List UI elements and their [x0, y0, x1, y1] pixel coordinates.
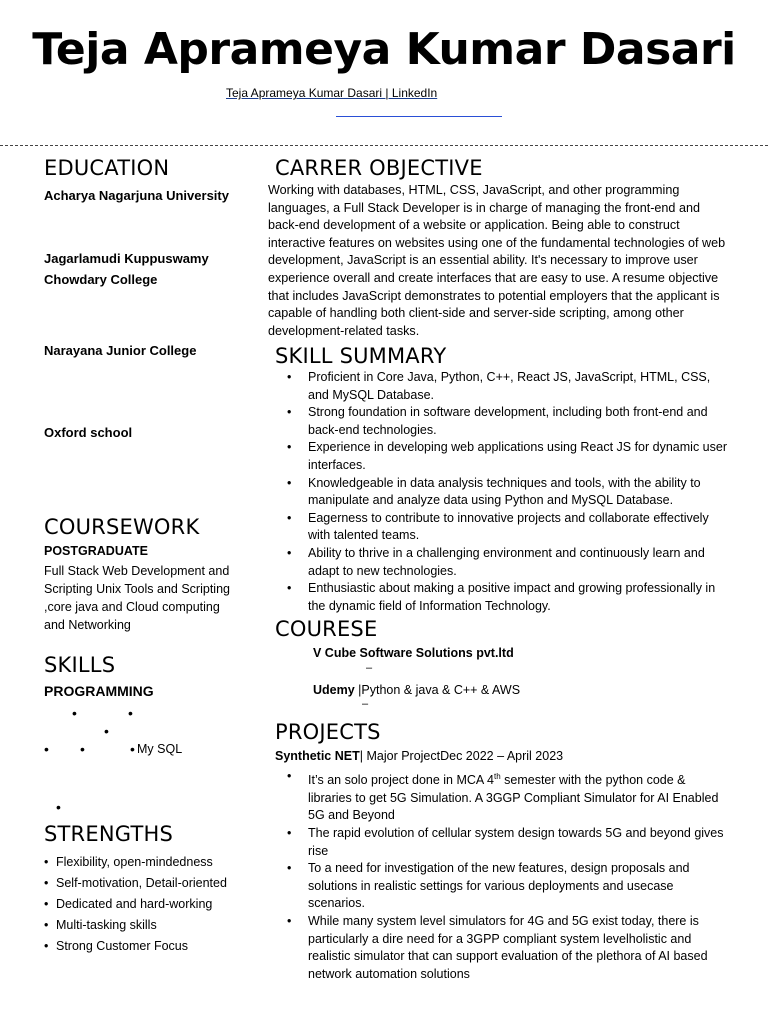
skill-bullet: •	[44, 741, 49, 757]
education-item-university: Acharya Nagarjuna University	[44, 188, 229, 203]
header-divider	[0, 145, 768, 146]
link-underline	[336, 116, 502, 117]
project-detail-item: • While many system level simulators for 4G and 5G exist today, there is particularly a dire need for a 3GPP compliant system levelholistic and realistic simulator that can support evaluation of the plethora of AI based network automation solutions	[275, 913, 725, 983]
skill-summary-item: • Proficient in Core Java, Python, C++, React JS, JavaScript, HTML, CSS, and MySQL Database.	[275, 369, 727, 404]
skills-heading: SKILLS	[44, 653, 116, 677]
skill-bullet: •	[104, 723, 109, 739]
project-meta: | Major ProjectDec 2022 – April 2023	[359, 749, 564, 763]
strength-item: • Multi-tasking skills	[44, 915, 254, 936]
project-detail-item	[275, 768, 725, 825]
skill-bullet: •	[56, 799, 61, 815]
project-detail-item: • The rapid evolution of cellular system design towards 5G and beyond gives rise	[275, 825, 725, 860]
skill-bullet: •	[128, 705, 133, 721]
courses-heading: COURESE	[275, 617, 378, 641]
project-detail-text: It’s an solo project done in MCA 4	[308, 773, 494, 788]
course-dash: –	[362, 698, 369, 710]
skills-subheading: PROGRAMMING	[44, 683, 154, 699]
skill-summary-item: • Ability to thrive in a challenging environment and continuously learn and adapt to new technologies.	[275, 545, 727, 580]
skill-bullet: •	[72, 705, 77, 721]
course-udemy-name: Udemy	[313, 683, 355, 697]
coursework-text: Full Stack Web Development and Scripting Unix Tools and Scripting ,core java and Cloud computing and Networking	[44, 564, 230, 632]
linkedin-link[interactable]: Teja Aprameya Kumar Dasari | LinkedIn	[226, 86, 438, 100]
skill-summary-heading: SKILL SUMMARY	[275, 344, 447, 368]
course-vcube: V Cube Software Solutions pvt.ltd	[313, 646, 514, 660]
course-udemy-detail: |Python & java & C++ & AWS	[354, 683, 521, 697]
skill-summary-item: • Experience in developing web applications using React JS for dynamic user interfaces.	[275, 439, 727, 474]
project-details-list	[275, 768, 725, 983]
strength-item: • Self-motivation, Detail-oriented	[44, 873, 254, 894]
skill-item-mysql: My SQL	[137, 742, 183, 756]
project-name: Synthetic NET	[275, 749, 360, 763]
skill-bullet: •	[80, 741, 85, 757]
skill-summary-list	[275, 369, 727, 615]
objective-heading: CARRER OBJECTIVE	[275, 156, 483, 180]
strength-item: • Flexibility, open-mindedness	[44, 852, 254, 873]
project-title	[275, 749, 563, 763]
education-heading: EDUCATION	[44, 156, 170, 180]
project-detail-sup: th	[494, 772, 501, 781]
course-udemy	[313, 683, 520, 697]
skill-summary-item: • Enthusiastic about making a positive impact and growing professionally in the dynamic field of Information Technology.	[275, 580, 727, 615]
skill-summary-item: • Eagerness to contribute to innovative projects and collaborate effectively with talented teams.	[275, 510, 727, 545]
project-detail-item: • To a need for investigation of the new features, design proposals and solutions in realistic settings for various deployments and usecase scenarios.	[275, 860, 725, 913]
strengths-list	[44, 852, 254, 957]
education-item-school: Oxford school	[44, 425, 133, 440]
resume-name: Teja Aprameya Kumar Dasari	[32, 24, 736, 75]
projects-heading: PROJECTS	[275, 720, 381, 744]
education-item-junior-college: Narayana Junior College	[44, 343, 197, 358]
course-dash: –	[366, 662, 373, 674]
education-item-college: Jagarlamudi Kuppuswamy Chowdary College	[44, 251, 209, 287]
skill-summary-item: • Knowledgeable in data analysis techniques and tools, with the ability to manipulate and analyze data using Python and MySQL Database.	[275, 475, 727, 510]
project-detail-text: semester with the python code & libraries to get 5G Simulation. A 3GGP Compliant Simulator for AI Enabled 5G and Beyond	[308, 773, 719, 823]
strengths-heading: STRENGTHS	[44, 822, 173, 846]
strength-item: • Strong Customer Focus	[44, 936, 254, 957]
strength-item: • Dedicated and hard-working	[44, 894, 254, 915]
coursework-subheading: POSTGRADUATE	[44, 544, 148, 558]
skill-bullet: •	[130, 741, 135, 757]
objective-text: Working with databases, HTML, CSS, JavaScript, and other programming languages, a Full Stack Developer is in charge of managing the front-end and back-end development of a website or application. Being able to construct interactive features on websites using one of the fundamental technologies of web development, JavaScript is an essential ability. It's necessary to improve user experience overall and create interfaces that are easy to use. A resume objective that includes JavaScript demonstrates to potential employers that the applicant is capable of handling both client-side and server-side scripting, among other development-related tasks.	[268, 183, 726, 338]
coursework-heading: COURSEWORK	[44, 515, 200, 539]
skill-summary-item: • Strong foundation in software development, including both front-end and back-end technologies.	[275, 404, 727, 439]
